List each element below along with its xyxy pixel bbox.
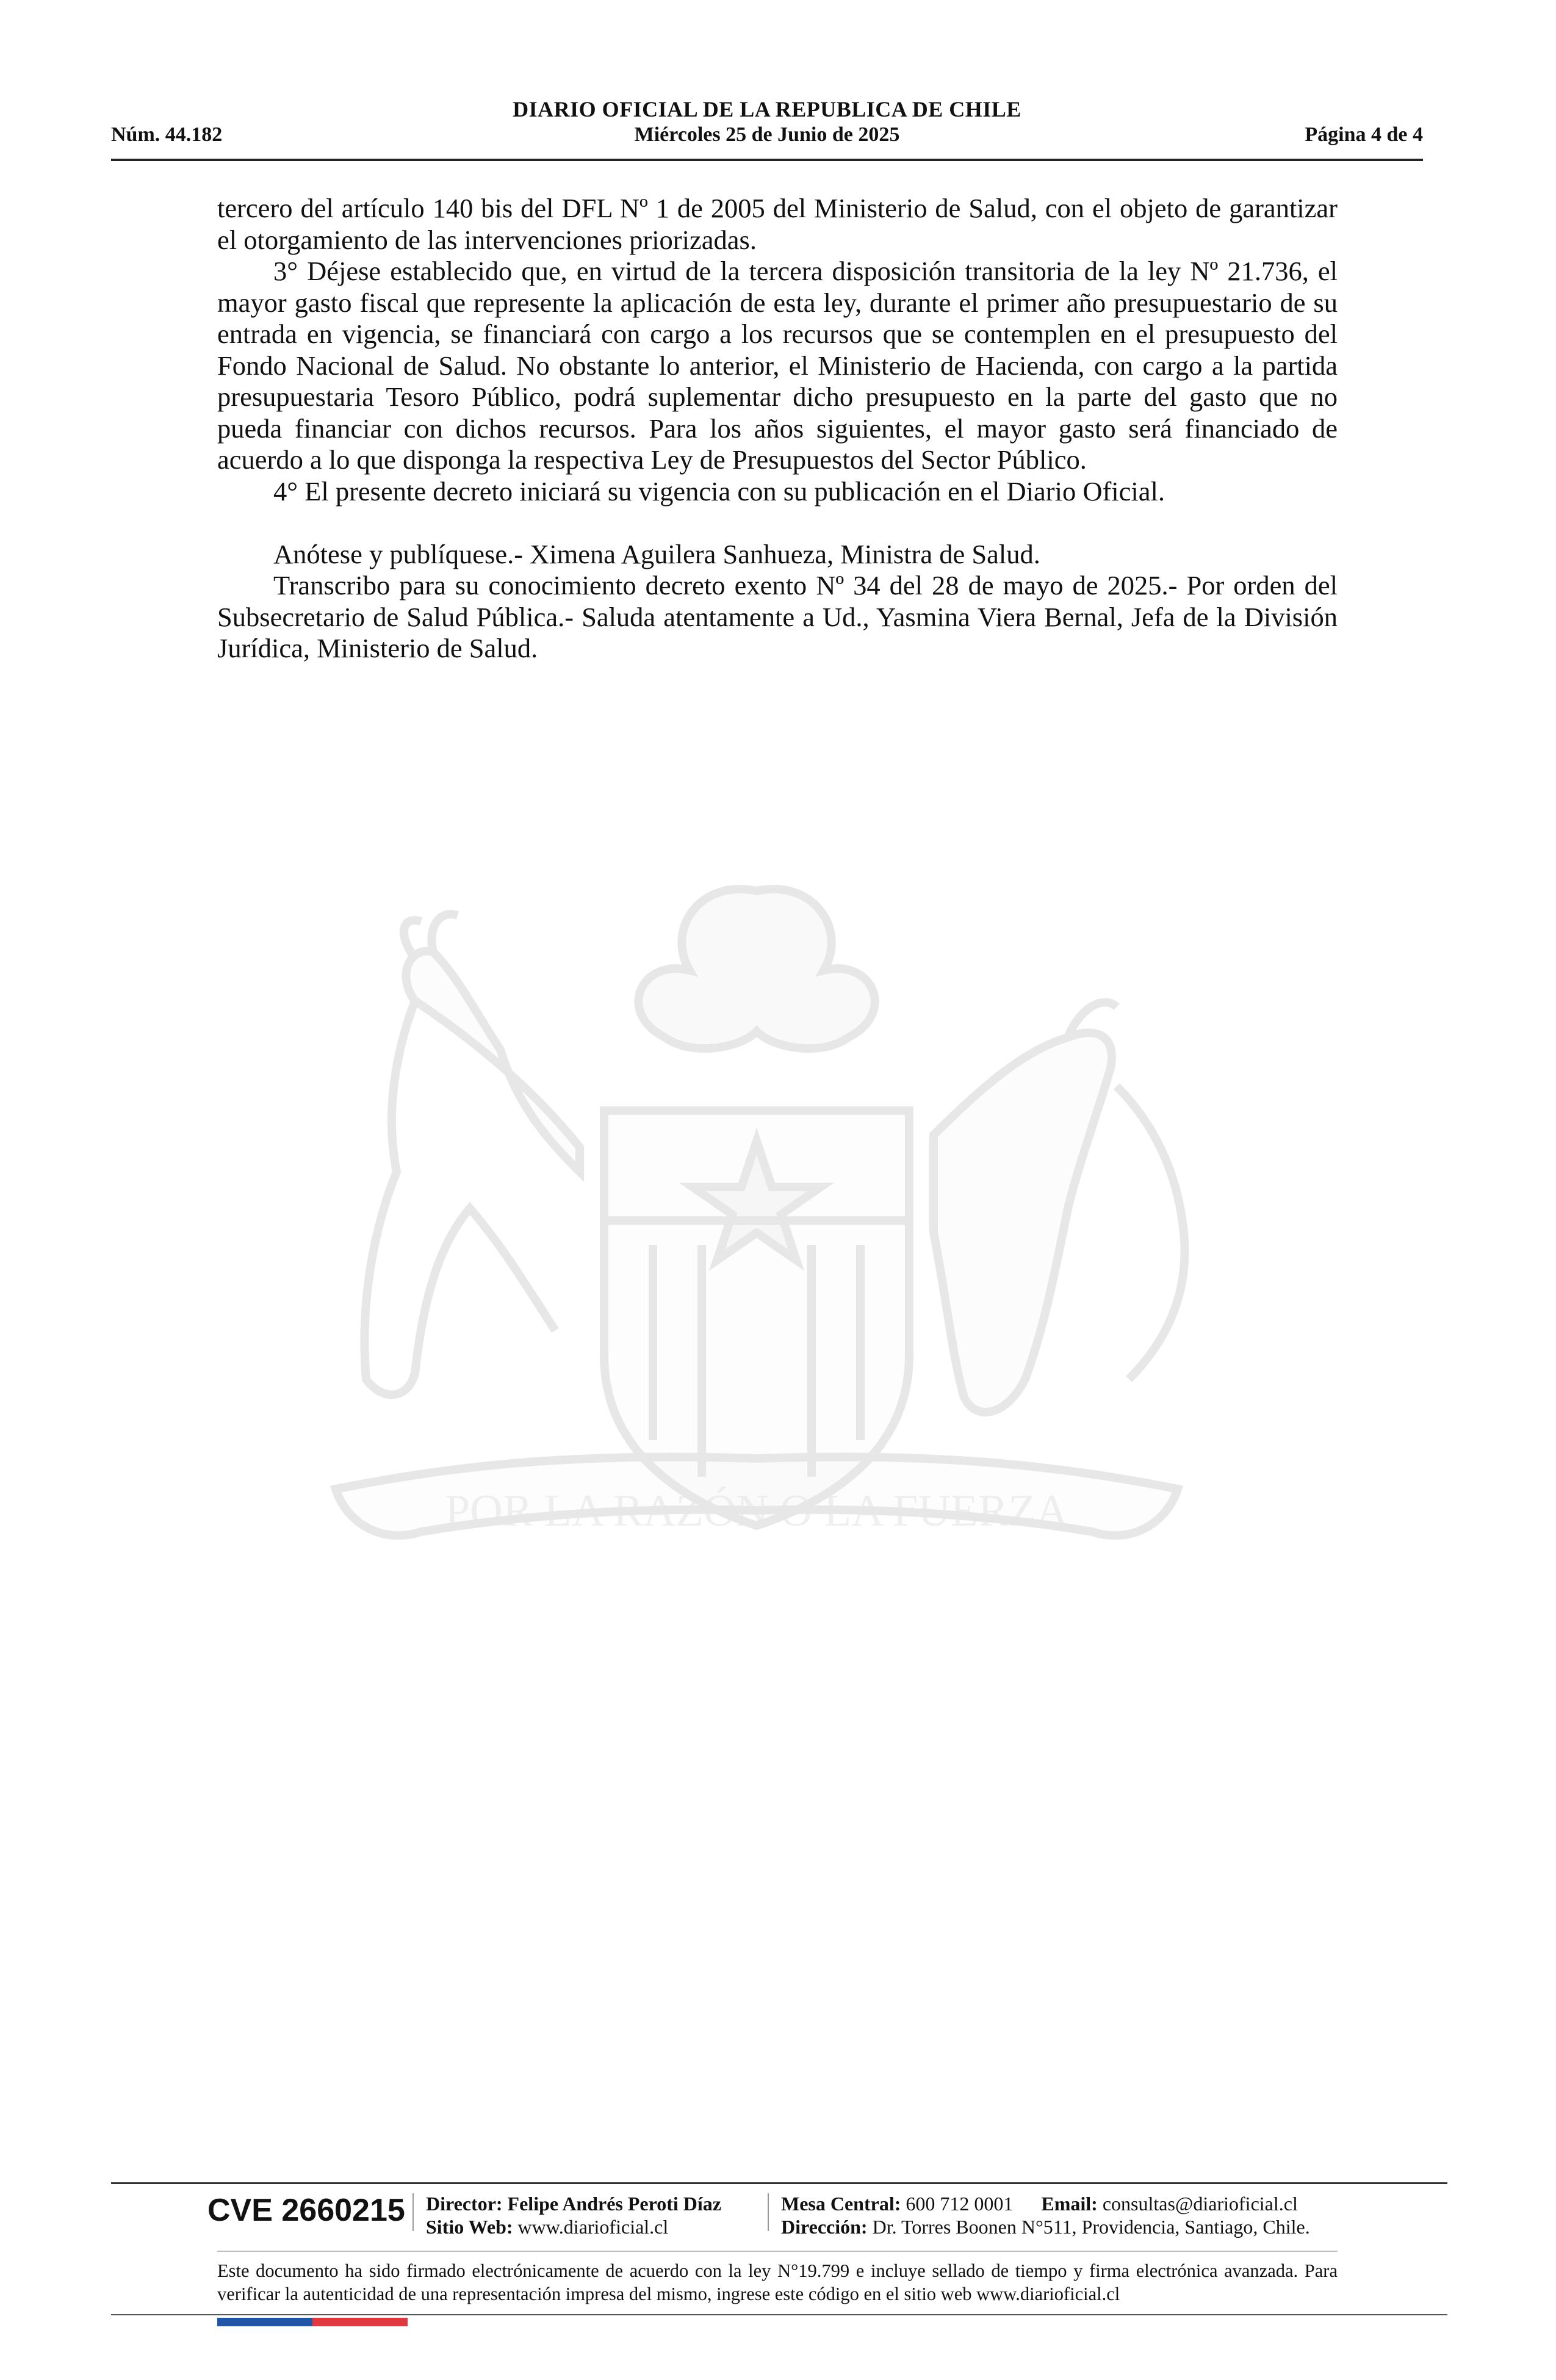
footer-middle-rule bbox=[217, 2251, 1338, 2252]
footer-director-block bbox=[426, 2192, 721, 2238]
blank-line bbox=[217, 507, 1338, 539]
issue-number: Núm. 44.182 bbox=[111, 123, 223, 146]
phone-label: Mesa Central: bbox=[781, 2193, 901, 2215]
email-label: Email: bbox=[1041, 2193, 1098, 2215]
phone-value: 600 712 0001 bbox=[906, 2193, 1014, 2215]
director-label: Director: bbox=[426, 2193, 503, 2215]
footer-bottom-rule bbox=[111, 2314, 1447, 2315]
cve-code: CVE 2660215 bbox=[207, 2193, 405, 2228]
chilean-coat-of-arms-icon bbox=[336, 889, 1185, 1535]
contact-line bbox=[781, 2192, 1310, 2215]
electronic-signature-notice: Este documento ha sido firmado electrónicamente de acuerdo con la ley N°19.799 e incluye sellado de tiempo y firma electrónica avanzada. Para verificar la autenticidad de una representación impresa del mismo, ingrese este código en el sitio web www.diarioficial.cl bbox=[217, 2260, 1338, 2304]
paragraph-continuation: tercero del artículo 140 bis del DFL Nº 1 de 2005 del Ministerio de Salud, con el objeto de garantizar el otorgamiento de las intervenciones priorizadas. bbox=[217, 193, 1338, 255]
address-line bbox=[781, 2215, 1310, 2238]
website-link[interactable]: www.diarioficial.cl bbox=[517, 2216, 669, 2238]
paragraph-article-4: 4° El presente decreto iniciará su vigencia con su publicación en el Diario Oficial. bbox=[273, 475, 1165, 507]
director-name: Felipe Andrés Peroti Díaz bbox=[507, 2193, 721, 2215]
footer-separator bbox=[412, 2193, 414, 2231]
page-header bbox=[111, 92, 1423, 161]
website-label: Sitio Web: bbox=[426, 2216, 513, 2238]
paragraph-signature: Anótese y publíquese.- Ximena Aguilera Sanhueza, Ministra de Salud. bbox=[273, 538, 1040, 569]
address-label: Dirección: bbox=[781, 2216, 868, 2238]
footer-top-rule bbox=[111, 2182, 1447, 2184]
website-line bbox=[426, 2215, 721, 2238]
watermark-motto: POR LA RAZÓN O LA FUERZA bbox=[445, 1486, 1068, 1536]
flag-blue-segment bbox=[217, 2318, 312, 2326]
director-line bbox=[426, 2192, 721, 2215]
footer-separator bbox=[768, 2193, 769, 2231]
email-link[interactable]: consultas@diarioficial.cl bbox=[1102, 2193, 1298, 2215]
address-value: Dr. Torres Boonen N°511, Providencia, Santiago, Chile. bbox=[872, 2216, 1310, 2238]
page-indicator: Página 4 de 4 bbox=[1305, 123, 1423, 146]
flag-color-bar bbox=[217, 2318, 408, 2326]
paragraph-article-3: 3° Déjese establecido que, en virtud de la tercera disposición transitoria de la ley Nº 21.736, el mayor gasto fiscal que represente la aplicación de esta ley, durante el primer año presupuestario de su entrada en vigencia, se financiará con cargo a los recursos que se contemplen en el presupuesto del Fondo Nacional de Salud. No obstante lo anterior, el Ministerio de Hacienda, con cargo a la partida presupuestaria Tesoro Público, podrá suplementar dicho presupuesto en la parte del gasto que no pueda financiar con dichos recursos. Para los años siguientes, el mayor gasto será financiado de acuerdo a lo que disponga la respectiva Ley de Presupuestos del Sector Público. bbox=[217, 256, 1338, 475]
footer-contact-block bbox=[781, 2192, 1310, 2238]
coat-of-arms-watermark bbox=[214, 854, 1300, 1672]
publication-title: DIARIO OFICIAL DE LA REPUBLICA DE CHILE bbox=[513, 97, 1021, 121]
decree-body bbox=[217, 193, 1338, 665]
paragraph-transcription: Transcribo para su conocimiento decreto exento Nº 34 del 28 de mayo de 2025.- Por orden del Subsecretario de Salud Pública.- Saluda atentamente a Ud., Yasmina Viera Bernal, Jefa de la División Jurídica, Ministerio de Salud. bbox=[217, 570, 1338, 663]
issue-date: Miércoles 25 de Junio de 2025 bbox=[634, 123, 900, 146]
flag-red-segment bbox=[312, 2318, 408, 2326]
